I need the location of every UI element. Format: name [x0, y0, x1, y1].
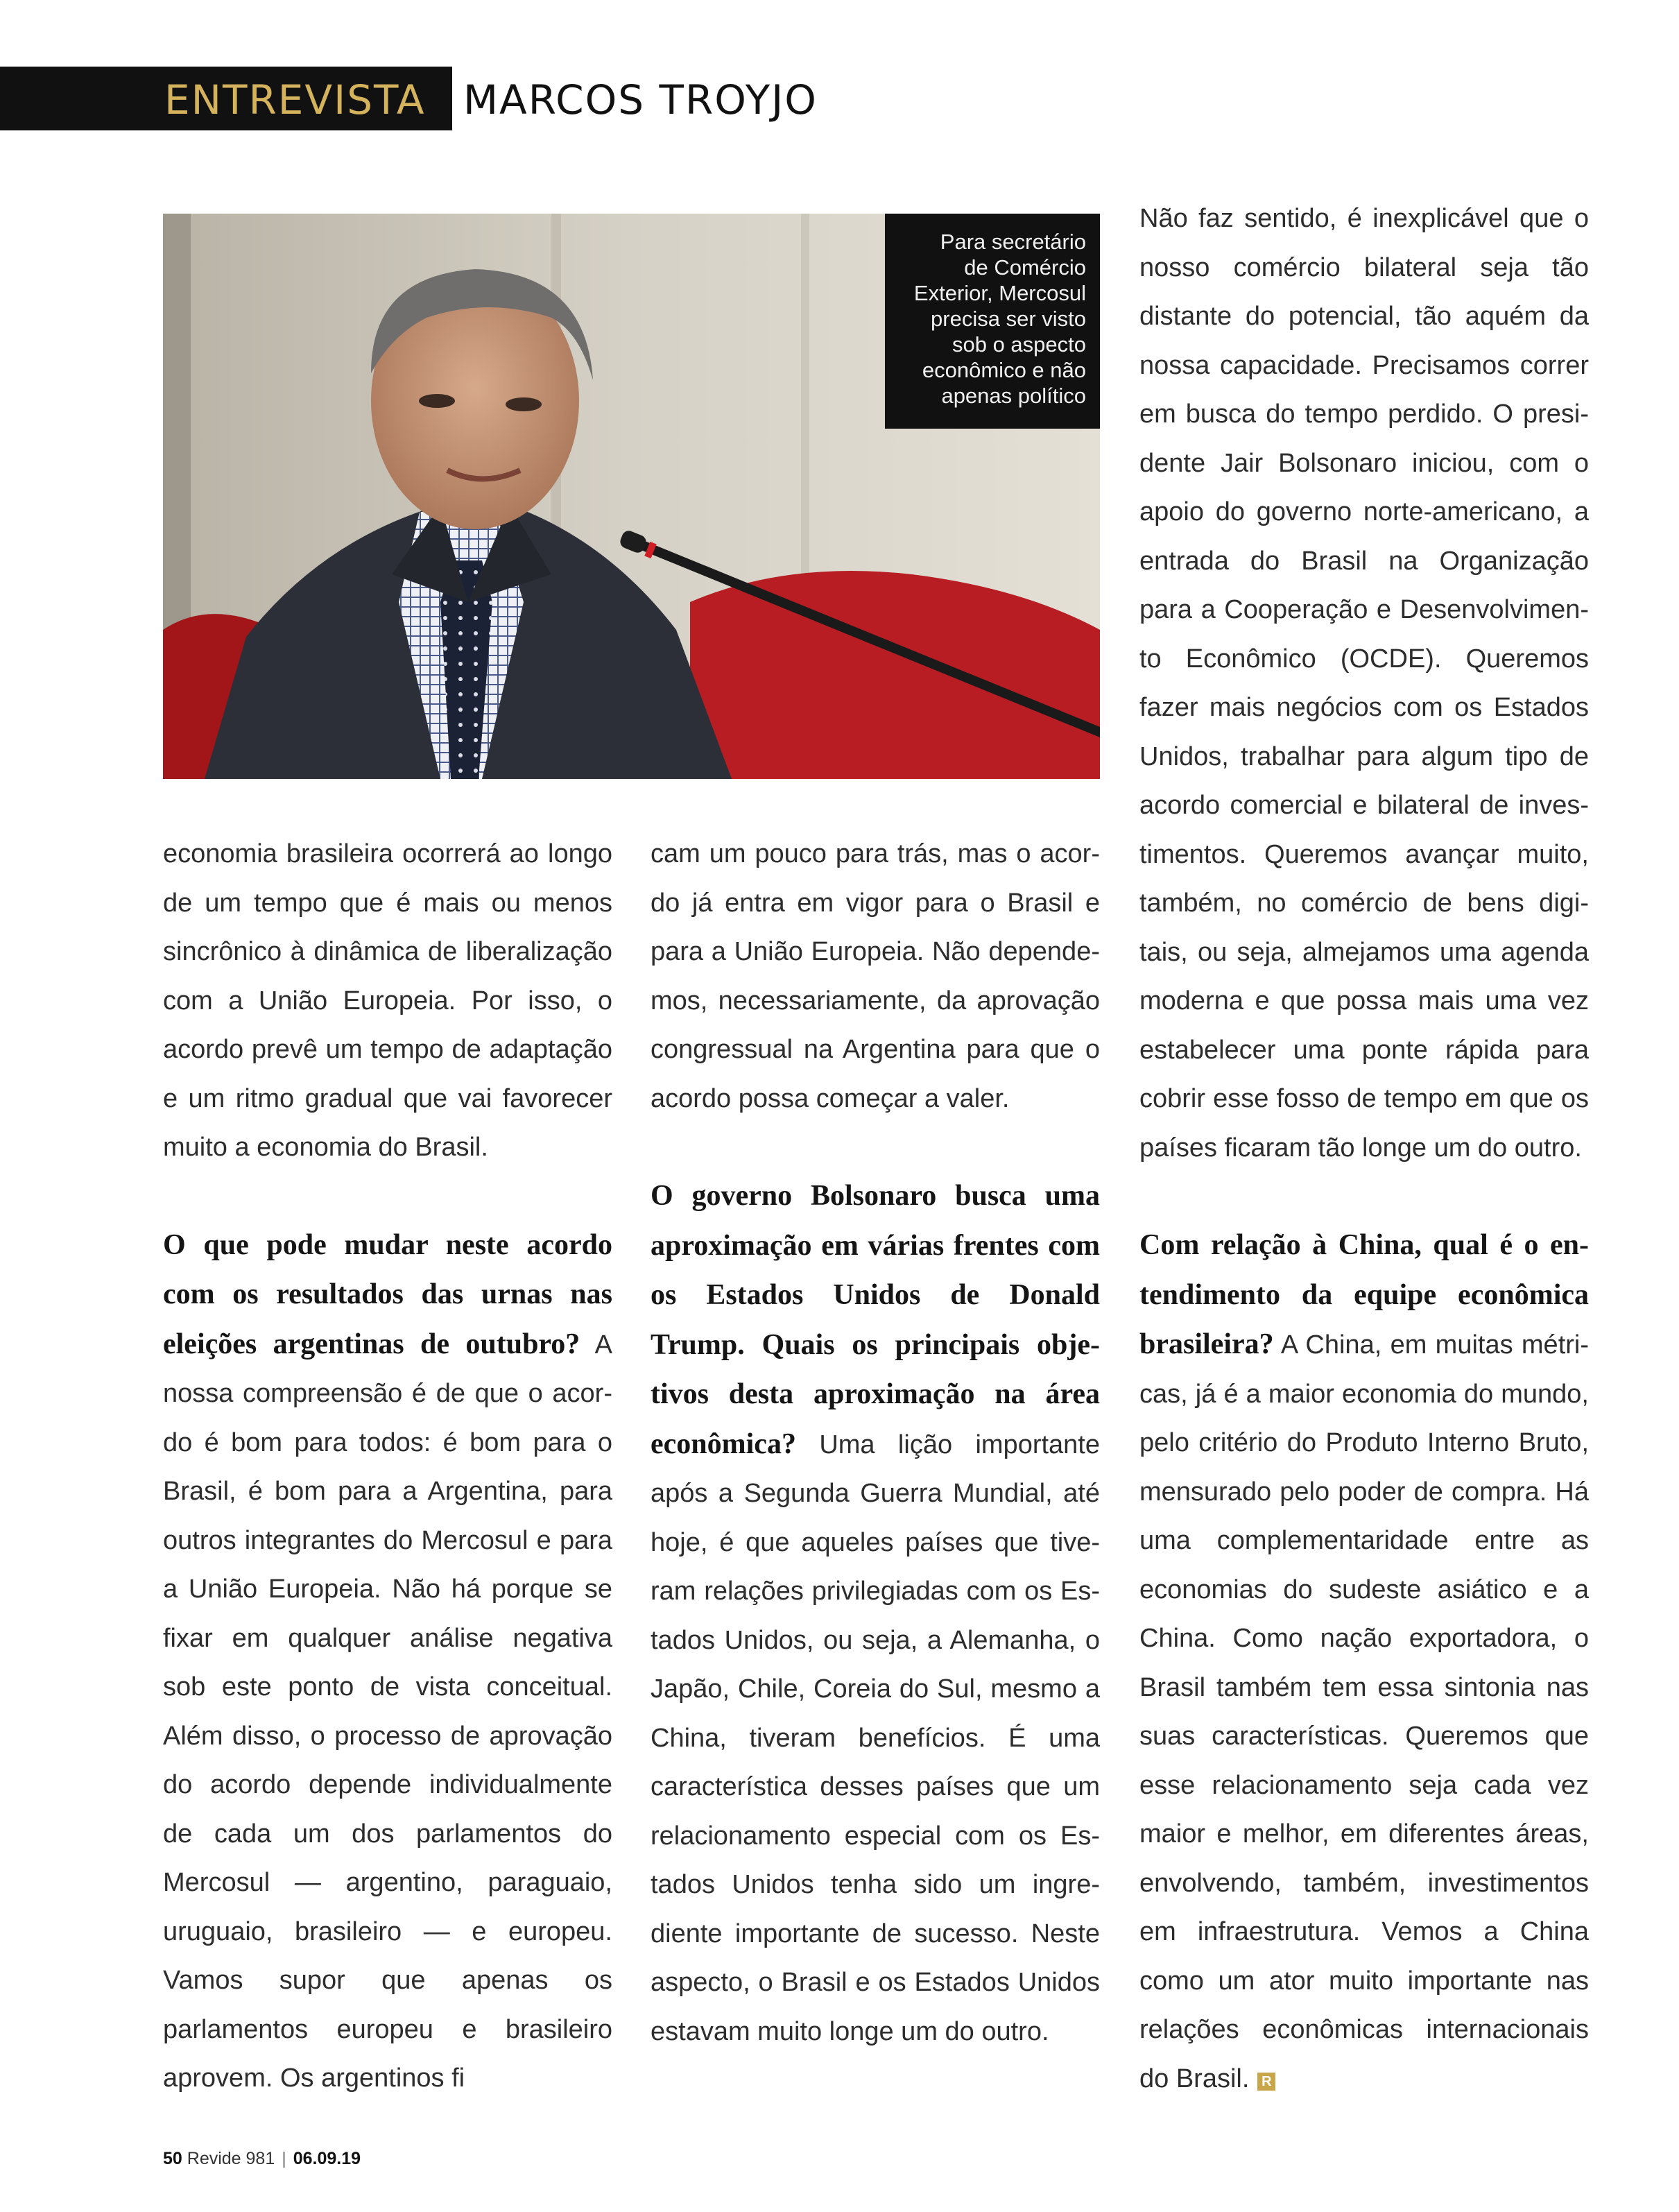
- answer-text: A China, em muitas métricas, já é a maior economia do mundo, pelo critério do Produto Interno Bruto, mensurado pelo poder de compra. Há uma complementaridade entre as economias do sudeste asiático e a China. Como nação exportadora, o Brasil também tem essa sintonia nas suas características. Queremos que esse relacionamento seja cada vez maior e melhor, em diferentes áreas, envolvendo, também, investimentos em infraestrutura. Vemos a China como um ator muito importante nas relações econômicas internacionais do Brasil.: [1139, 1330, 1589, 2093]
- answer-text: cam um pouco para trás, mas o acordo já entra em vigor para o Brasil e para a União Europeia. Não dependemos, necessariamente, da aprovação congressual na Argentina para que o acordo possa começar a valer.: [651, 839, 1100, 1113]
- page-footer: [163, 2149, 361, 2169]
- issue-date: 06.09.19: [293, 2149, 361, 2168]
- answer-text: Uma lição importante após a Segunda Guerra Mundial, até hoje, é que aqueles países que tiveram relações privilegiadas com os Estados Unidos, ou seja, a Alemanha, o Japão, Chile, Coreia do Sul, mesmo a China, tiveram benefícios. É uma característica desses países que um relacionamento especial com os Estados Unidos tenha sido um ingrediente importante de sucesso. Neste aspecto, o Brasil e os Estados Unidos estavam muito longe um do outro.: [651, 1430, 1100, 2046]
- interview-photo: [163, 214, 1100, 779]
- question-text: O governo Bolsonaro busca uma aproximação em várias frentes com os Estados Unidos de Donald Trump. Quais os principais objetivos desta aproximação na área econômica?: [651, 1180, 1100, 1460]
- answer-text: A nossa compreensão é de que o acordo é bom para todos: é bom para o Brasil, é bom para a Argentina, para outros integrantes do Mercosul e para a União Europeia. Não há porque se fixar em qualquer análise negativa sob este ponto de vista conceitual. Além disso, o processo de aprovação do acordo depende individualmente de cada um dos parlamentos do Mercosul — argentino, paraguaio, uruguaio, brasileiro — e europeu. Vamos supor que apenas os parlamentos europeu e brasileiro aprovem. Os argentinos fi: [163, 1330, 612, 2093]
- question-text: O que pode mudar neste acordo com os resultados das urnas nas eleições argentinas de outubro?: [163, 1228, 612, 1360]
- text-column-1: [163, 830, 612, 2103]
- paragraph: [651, 830, 1100, 1123]
- photo-caption: Para secretário de Comércio Exterior, Mercosul precisa ser visto sob o aspecto econômico e não apenas político: [885, 214, 1100, 429]
- question-text: Com relação à China, qual é o entendimento da equipe econômica brasileira?: [1139, 1229, 1589, 1360]
- interviewee-name: MARCOS TROYJO: [463, 76, 818, 123]
- paragraph: [163, 1221, 612, 2103]
- answer-text: economia brasileira ocorrerá ao longo de um tempo que é mais ou menos sincrônico à dinâmica de liberalização com a União Europeia. Por isso, o acordo prevê um tempo de adaptação e um ritmo gradual que vai favorecer muito a economia do Brasil.: [163, 839, 612, 1162]
- paragraph: [651, 1172, 1100, 2056]
- section-label: ENTREVISTA: [164, 76, 426, 123]
- answer-text: Não faz sentido, é inexplicável que o nosso comércio bilateral seja tão distante do potencial, tão aquém da nossa capacidade. Precisamos correr em busca do tempo perdido. O presidente Jair Bolsonaro iniciou, com o apoio do governo norte-americano, a entrada do Brasil na Organização para a Cooperação e Desenvolvimento Econômico (OCDE). Queremos fazer mais negócios com os Estados Unidos, trabalhar para algum tipo de acordo comercial e bilateral de investimentos. Queremos avançar muito, também, no comércio de bens digitais, ou seja, almejamos uma agenda moderna e que possa mais uma vez estabelecer uma ponte rápida para cobrir esse fosso de tempo em que os países ficaram tão longe um do outro.: [1139, 204, 1589, 1163]
- magazine-issue: Revide 981: [187, 2149, 275, 2168]
- end-mark-icon: R: [1257, 2073, 1275, 2091]
- text-column-2: [651, 830, 1100, 2056]
- paragraph: [1139, 194, 1589, 1172]
- text-column-3: [1139, 194, 1589, 2103]
- paragraph: [163, 830, 612, 1172]
- footer-separator: |: [282, 2149, 286, 2168]
- page-number: 50: [163, 2149, 182, 2168]
- paragraph: [1139, 1221, 1589, 2103]
